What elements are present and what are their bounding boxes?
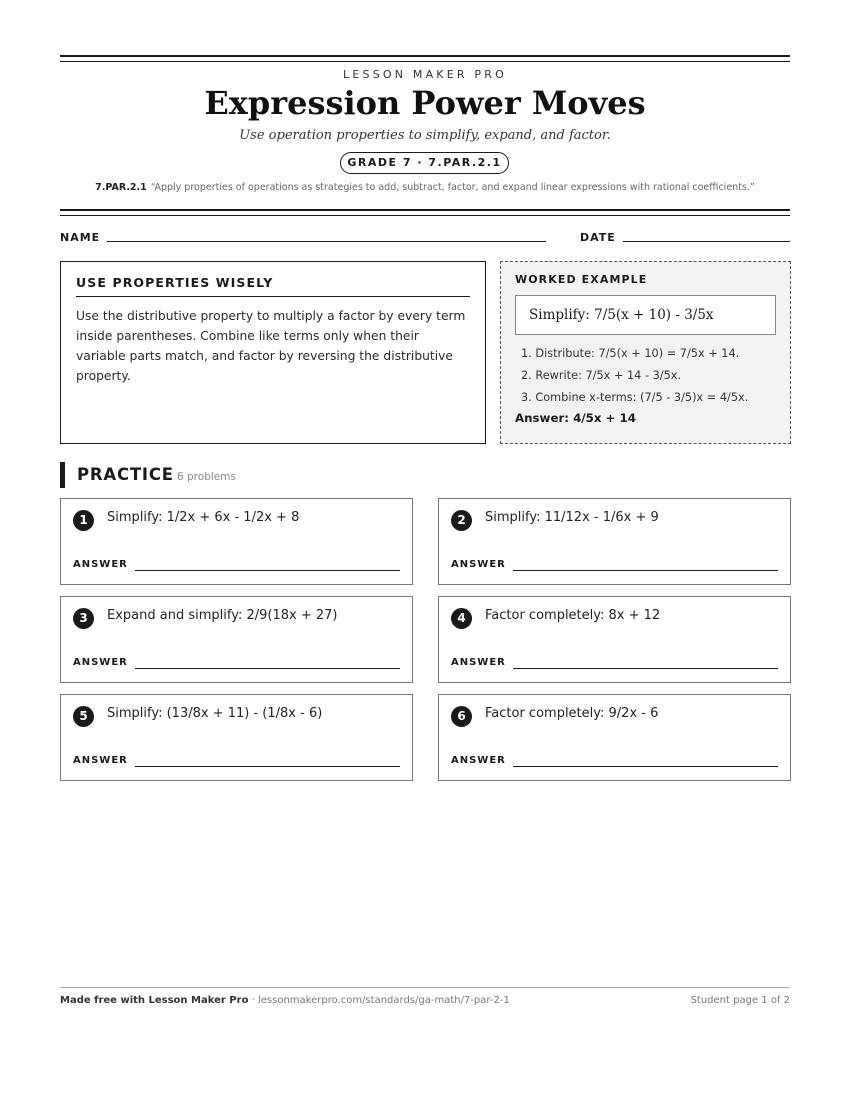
problem-text: Factor completely: 9/2x - 6: [485, 706, 659, 721]
answer-label: ANSWER: [451, 755, 506, 766]
answer-label: ANSWER: [451, 559, 506, 570]
practice-count: 6 problems: [177, 471, 236, 483]
answer-label: ANSWER: [73, 559, 128, 570]
standard-code: 7.PAR.2.1: [95, 182, 147, 193]
problem-card: [438, 498, 791, 585]
problem-number: 6: [451, 706, 472, 727]
problem-text: Simplify: (13/8x + 11) - (1/8x - 6): [107, 706, 323, 721]
problem-card: [438, 694, 791, 781]
problem-number: 5: [73, 706, 94, 727]
problem-text: Simplify: 11/12x - 1/6x + 9: [485, 510, 659, 525]
answer-line[interactable]: [135, 668, 400, 669]
problem-number: 4: [451, 608, 472, 629]
answer-line[interactable]: [135, 766, 400, 767]
name-field[interactable]: [107, 241, 546, 242]
answer-line[interactable]: [513, 766, 778, 767]
practice-heading: PRACTICE: [77, 465, 174, 484]
date-label: DATE: [580, 231, 616, 244]
problem-card: [60, 596, 413, 683]
header-bottom-rule: [60, 209, 790, 216]
page-title: Expression Power Moves: [204, 84, 646, 122]
answer-label: ANSWER: [451, 657, 506, 668]
header-top-rule: [60, 55, 790, 62]
worked-example-answer: Answer: 4/5x + 14: [515, 411, 636, 425]
problem-number: 2: [451, 510, 472, 531]
answer-line[interactable]: [513, 570, 778, 571]
footer-page-number: Student page 1 of 2: [690, 995, 790, 1006]
problem-text: Factor completely: 8x + 12: [485, 608, 661, 623]
worked-example-box: [500, 261, 791, 444]
problem-text: Expand and simplify: 2/9(18x + 27): [107, 608, 338, 623]
worked-example-steps: [515, 343, 776, 409]
problem-text: Simplify: 1/2x + 6x - 1/2x + 8: [107, 510, 300, 525]
footer-url[interactable]: · lessonmakerpro.com/standards/ga-math/7-par-2-1: [248, 995, 510, 1006]
problem-card: [60, 694, 413, 781]
worked-example-step: 1. Distribute: 7/5(x + 10) = 7/5x + 14.: [521, 347, 740, 360]
grade-badge: GRADE 7 · 7.PAR.2.1: [340, 152, 509, 174]
properties-title: USE PROPERTIES WISELY: [76, 275, 470, 297]
footer-made-with: Made free with Lesson Maker Pro: [60, 995, 249, 1006]
problem-card: [438, 596, 791, 683]
brand-label: LESSON MAKER PRO: [343, 68, 507, 81]
date-field[interactable]: [623, 241, 790, 242]
footer-credit: [60, 995, 510, 1006]
worked-example-step: 3. Combine x-terms: (7/5 - 3/5)x = 4/5x.: [521, 391, 749, 404]
footer-rule: [60, 987, 790, 988]
problem-number: 3: [73, 608, 94, 629]
worked-example-step: 2. Rewrite: 7/5x + 14 - 3/5x.: [521, 369, 682, 382]
properties-box: [60, 261, 486, 444]
practice-accent-bar: [60, 462, 65, 488]
properties-body: Use the distributive property to multiply a factor by every term inside parentheses. Combine like terms only when their variable parts match, and factor by reversing the distributive property.: [76, 309, 466, 383]
problem-card: [60, 498, 413, 585]
page-subtitle: Use operation properties to simplify, expand, and factor.: [239, 128, 611, 143]
answer-line[interactable]: [513, 668, 778, 669]
answer-line[interactable]: [135, 570, 400, 571]
name-label: NAME: [60, 231, 101, 244]
answer-label: ANSWER: [73, 755, 128, 766]
worked-example-title: WORKED EXAMPLE: [515, 273, 648, 286]
answer-label: ANSWER: [73, 657, 128, 668]
problem-number: 1: [73, 510, 94, 531]
worked-example-problem: Simplify: 7/5(x + 10) - 3/5x: [515, 295, 776, 335]
standard-text: “Apply properties of operations as strategies to add, subtract, factor, and expand linear expressions with rational coefficients.”: [150, 182, 755, 193]
standard-statement: [0, 182, 850, 193]
